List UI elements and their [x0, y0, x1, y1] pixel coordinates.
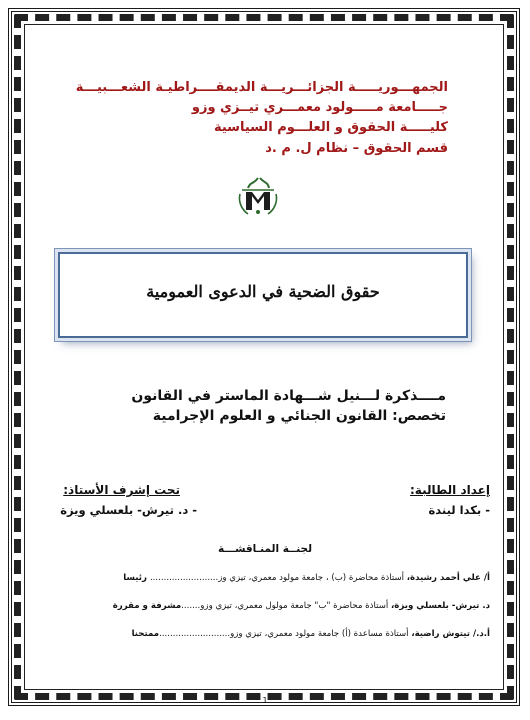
committee-member-president [123, 573, 490, 583]
supervisor-name: - د. تيرش- بلعسلي ويزة [60, 503, 197, 517]
supervisor-label: تحت إشرف الأستاذ: [63, 483, 180, 497]
member-name: أ/ علي أحمد رشيدة، [406, 573, 490, 583]
memo-specialty: تخصص: القانون الجنائي و العلوم الإجرامية [152, 408, 446, 424]
thesis-title: حقوق الضحية في الدعوى العمومية [146, 282, 380, 301]
committee-member-supervisor [113, 601, 490, 611]
member-name: د. تيرش- بلعسلي ويزة، [391, 601, 490, 611]
member-detail: أستاذة محاضرة (ب) ، جامعة مولود معمري، تيزي وز......................... [149, 573, 407, 583]
university-logo-icon [234, 176, 282, 216]
header-faculty: كليـــــة الحقوق و العلـــوم السياسية [213, 120, 448, 135]
member-role: رئيسا [123, 573, 150, 583]
header-university: جـــــامعة مـــــولود معمـــري تيــزي وزو [191, 100, 448, 115]
committee-member-examiner [132, 629, 490, 639]
member-detail: أستاذة محاضرة "ب" جامعة مولول معمري، تيزي وزو....... [181, 601, 392, 611]
member-role: مشرفة و مقررة [112, 601, 182, 611]
header-country: الجمهـــوريـــــة الجزائـــريـــة الديمقــــراطيـة الشعـــبيـــة [75, 80, 448, 95]
member-name: أ.د./ تيتوش راضية، [411, 629, 490, 639]
thesis-title-box [58, 252, 468, 338]
page-number: 1 [262, 696, 268, 705]
member-detail: أستاذة مساعدة (أ) جامعة مولود معمري، تيزي وزو.......................... [159, 629, 412, 639]
header-department: قسم الحقوق – نظام ل. م .د [265, 141, 448, 156]
memo-degree: مــــذكرة لـــنيل شـــهادة الماستر في القانون [131, 388, 446, 404]
student-label: إعداد الطالبة: [410, 483, 490, 497]
committee-title: لجنــة المنـاقشـــة [217, 543, 313, 555]
student-name: - بكدا ليندة [428, 503, 490, 517]
member-role: ممتحنا [131, 629, 160, 639]
